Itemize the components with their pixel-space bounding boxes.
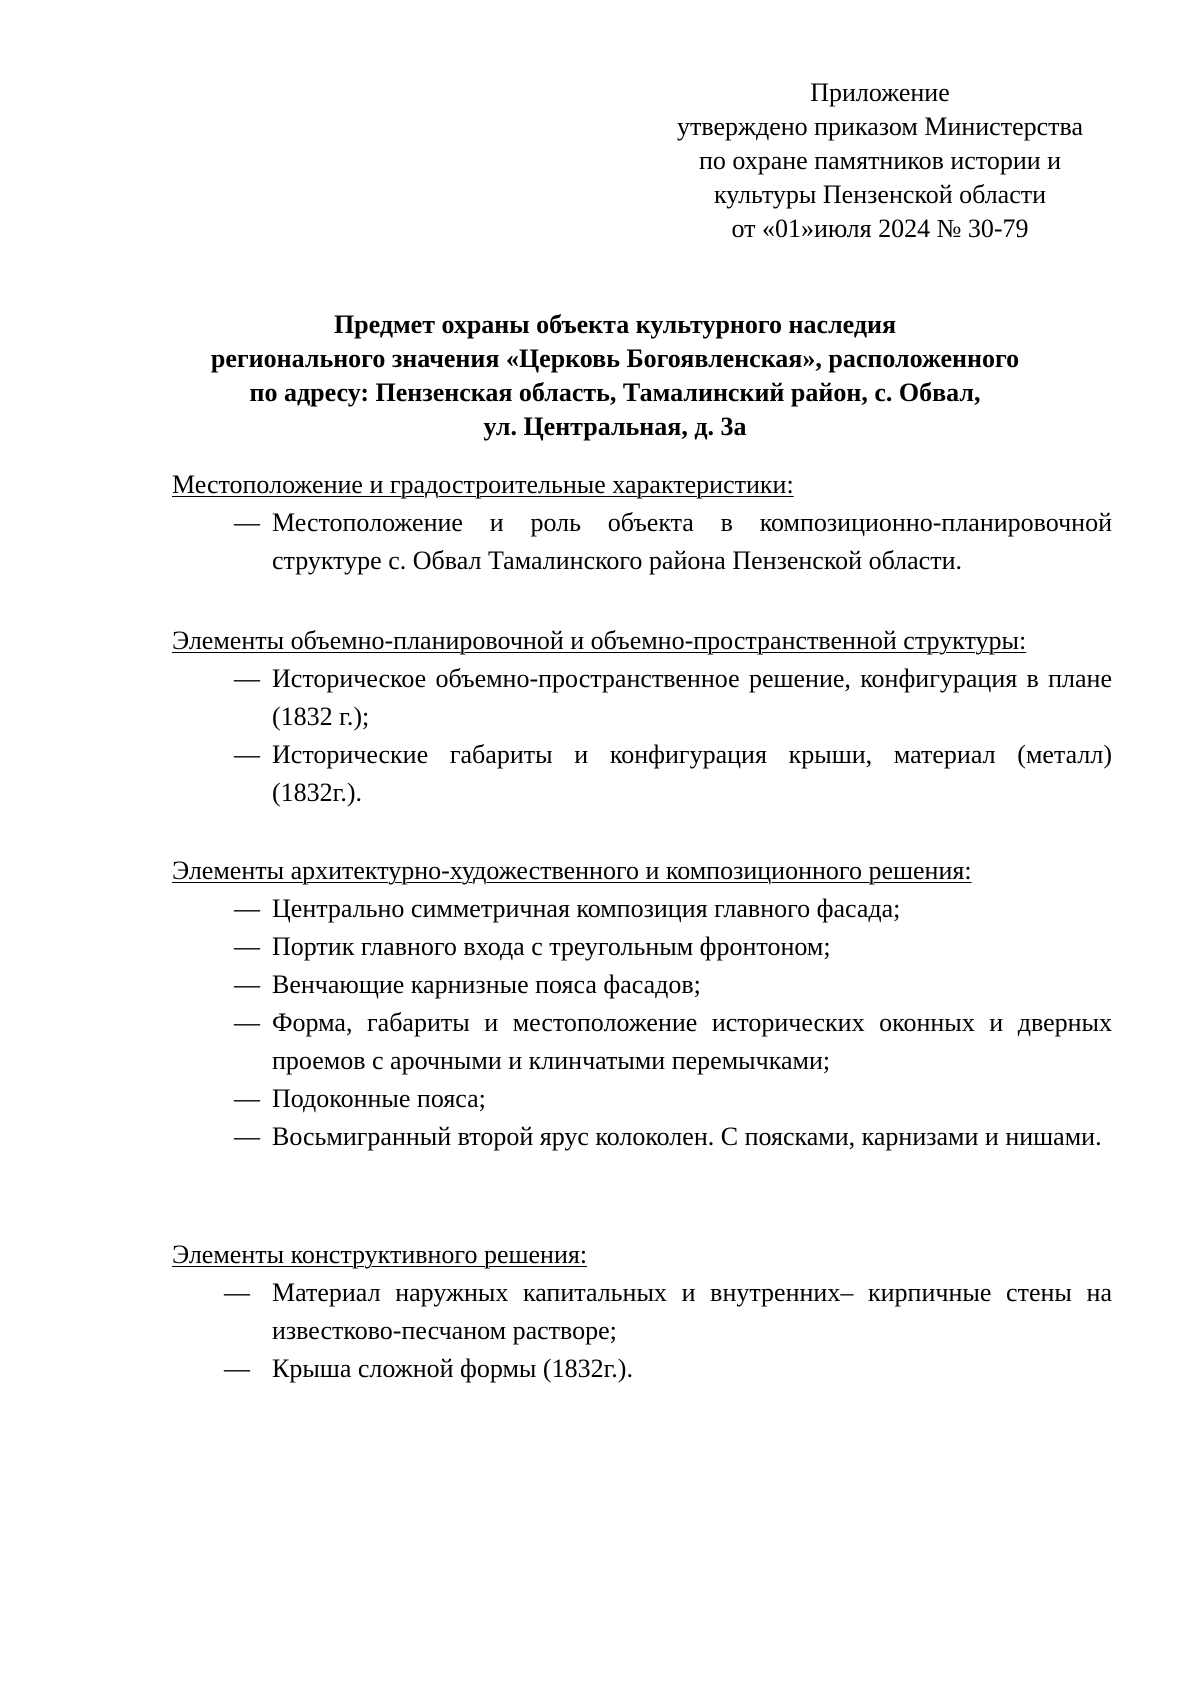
- list-item-text: Историческое объемно-пространственное решение, конфигурация в плане (1832 г.);: [272, 664, 1112, 731]
- list-item-text: Восьмигранный второй ярус колоколен. С поясками, карнизами и нишами.: [272, 1122, 1102, 1151]
- list-item-text: Материал наружных капитальных и внутренних– кирпичные стены на известково-песчаном растворе;: [272, 1278, 1112, 1345]
- dash-bullet: —: [234, 932, 260, 961]
- list-item: [172, 660, 1112, 736]
- list-item-text: Портик главного входа с треугольным фронтоном;: [272, 932, 831, 961]
- list-item-text: Местоположение и роль объекта в композиционно-планировочной структуре с. Обвал Тамалинского района Пензенской области.: [272, 508, 1112, 575]
- section-structural: [172, 1236, 1112, 1388]
- section-heading: Элементы объемно-планировочной и объемно-пространственной структуры:: [172, 626, 1027, 655]
- list-item: [172, 736, 1112, 812]
- appendix-approval-block: [640, 76, 1120, 246]
- dash-bullet: —: [234, 664, 260, 693]
- list-item: [172, 928, 1112, 966]
- title-line: Предмет охраны объекта культурного наследия: [333, 310, 897, 339]
- section-heading: Местоположение и градостроительные характеристики:: [172, 470, 794, 499]
- list-item-text: Форма, габариты и местоположение исторических оконных и дверных проемов с арочными и клинчатыми перемычками;: [272, 1008, 1112, 1075]
- list-item: [172, 504, 1112, 580]
- list-item-text: Центрально симметричная композиция главного фасада;: [272, 894, 901, 923]
- dash-bullet: —: [224, 1354, 250, 1383]
- list-item-text: Крыша сложной формы (1832г.).: [272, 1354, 633, 1383]
- list-item-text: Венчающие карнизные пояса фасадов;: [272, 970, 701, 999]
- appendix-line: по охране памятников истории и: [698, 146, 1062, 175]
- list-item: [172, 1118, 1112, 1156]
- section-volume-planning: [172, 622, 1112, 812]
- dash-bullet: —: [234, 970, 260, 999]
- appendix-line: утверждено приказом Министерства: [676, 112, 1084, 141]
- section-heading: Элементы конструктивного решения:: [172, 1240, 588, 1269]
- list-item-text: Подоконные пояса;: [272, 1084, 486, 1113]
- list-item: [172, 966, 1112, 1004]
- dash-bullet: —: [234, 1084, 260, 1113]
- dash-bullet: —: [234, 1122, 260, 1151]
- list-item: [172, 1350, 1112, 1388]
- list-item: [172, 1004, 1112, 1080]
- appendix-line: Приложение: [810, 78, 950, 107]
- appendix-line: от «01»июля 2024 № 30-79: [731, 214, 1029, 243]
- document-title: [180, 308, 1050, 444]
- section-architectural: [172, 852, 1112, 1156]
- dash-bullet: —: [234, 1008, 260, 1037]
- section-location: [172, 466, 1112, 580]
- list-item: [172, 1274, 1112, 1350]
- dash-bullet: —: [234, 740, 260, 769]
- list-item: [172, 890, 1112, 928]
- appendix-line: культуры Пензенской области: [713, 180, 1047, 209]
- title-line: ул. Центральная, д. 3а: [483, 412, 747, 441]
- dash-bullet: —: [224, 1278, 250, 1307]
- list-item-text: Исторические габариты и конфигурация крыши, материал (металл) (1832г.).: [272, 740, 1112, 807]
- dash-bullet: —: [234, 894, 260, 923]
- section-heading: Элементы архитектурно-художественного и композиционного решения:: [172, 856, 972, 885]
- dash-bullet: —: [234, 508, 260, 537]
- list-item: [172, 1080, 1112, 1118]
- title-line: по адресу: Пензенская область, Тамалинский район, с. Обвал,: [249, 378, 981, 407]
- title-line: регионального значения «Церковь Богоявленская», расположенного: [210, 344, 1020, 373]
